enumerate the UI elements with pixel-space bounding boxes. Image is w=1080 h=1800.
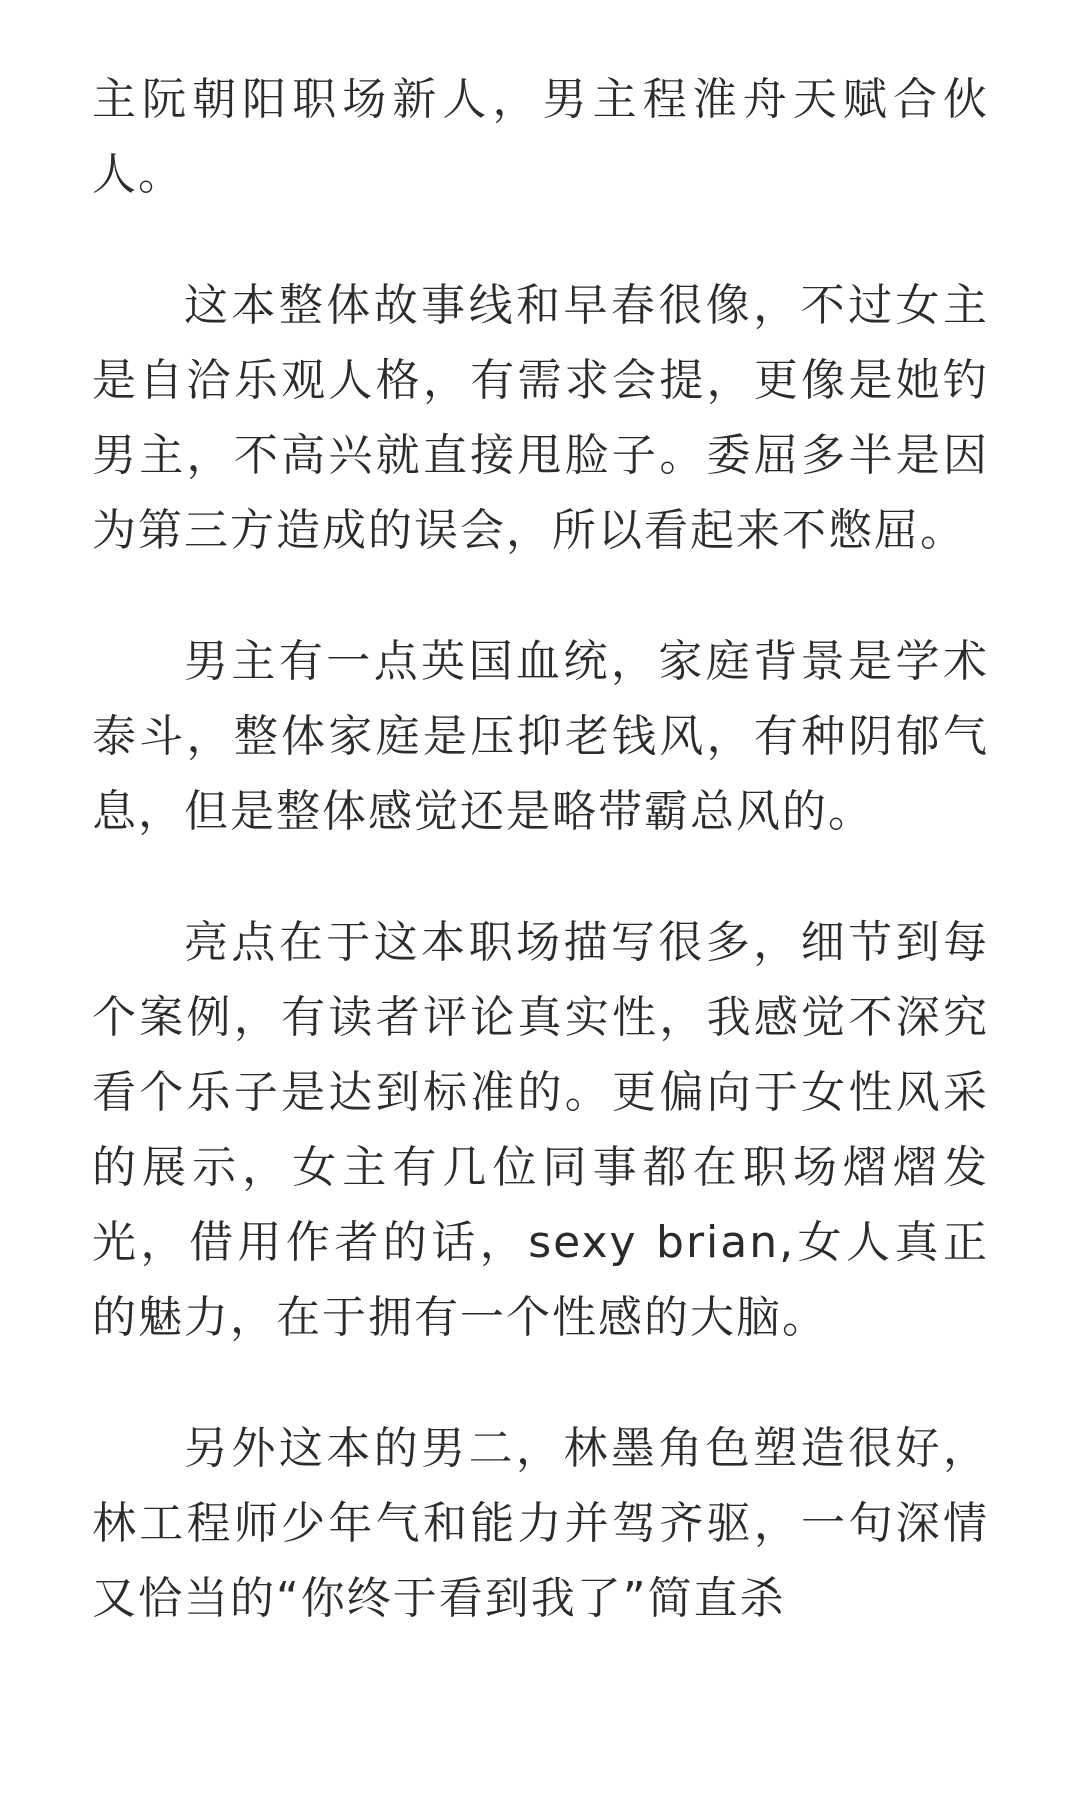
paragraph: 这本整体故事线和早春很像，不过女主是自洽乐观人格，有需求会提，更像是她钓男主，不高兴就直接甩脸子。委屈多半是因为第三方造成的误会，所以看起来不憋屈。	[92, 280, 989, 556]
paragraph: 另外这本的男二，林墨角色塑造很好，林工程师少年气和能力并驾齐驱，一句深情又恰当的“你终于看到我了”简直杀	[92, 1423, 989, 1624]
paragraph: 亮点在于这本职场描写很多，细节到每个案例，有读者评论真实性，我感觉不深究看个乐子是达到标准的。更偏向于女性风采的展示，女主有几位同事都在职场熠熠发光，借用作者的话，sexy brian,女人真正的魅力，在于拥有一个性感的大脑。	[92, 917, 989, 1343]
article-body	[92, 62, 989, 1636]
paragraph: 男主有一点英国血统，家庭背景是学术泰斗，整体家庭是压抑老钱风，有种阴郁气息，但是整体感觉还是略带霸总风的。	[92, 636, 989, 837]
paragraph: 主阮朝阳职场新人，男主程淮舟天赋合伙人。	[92, 74, 989, 200]
